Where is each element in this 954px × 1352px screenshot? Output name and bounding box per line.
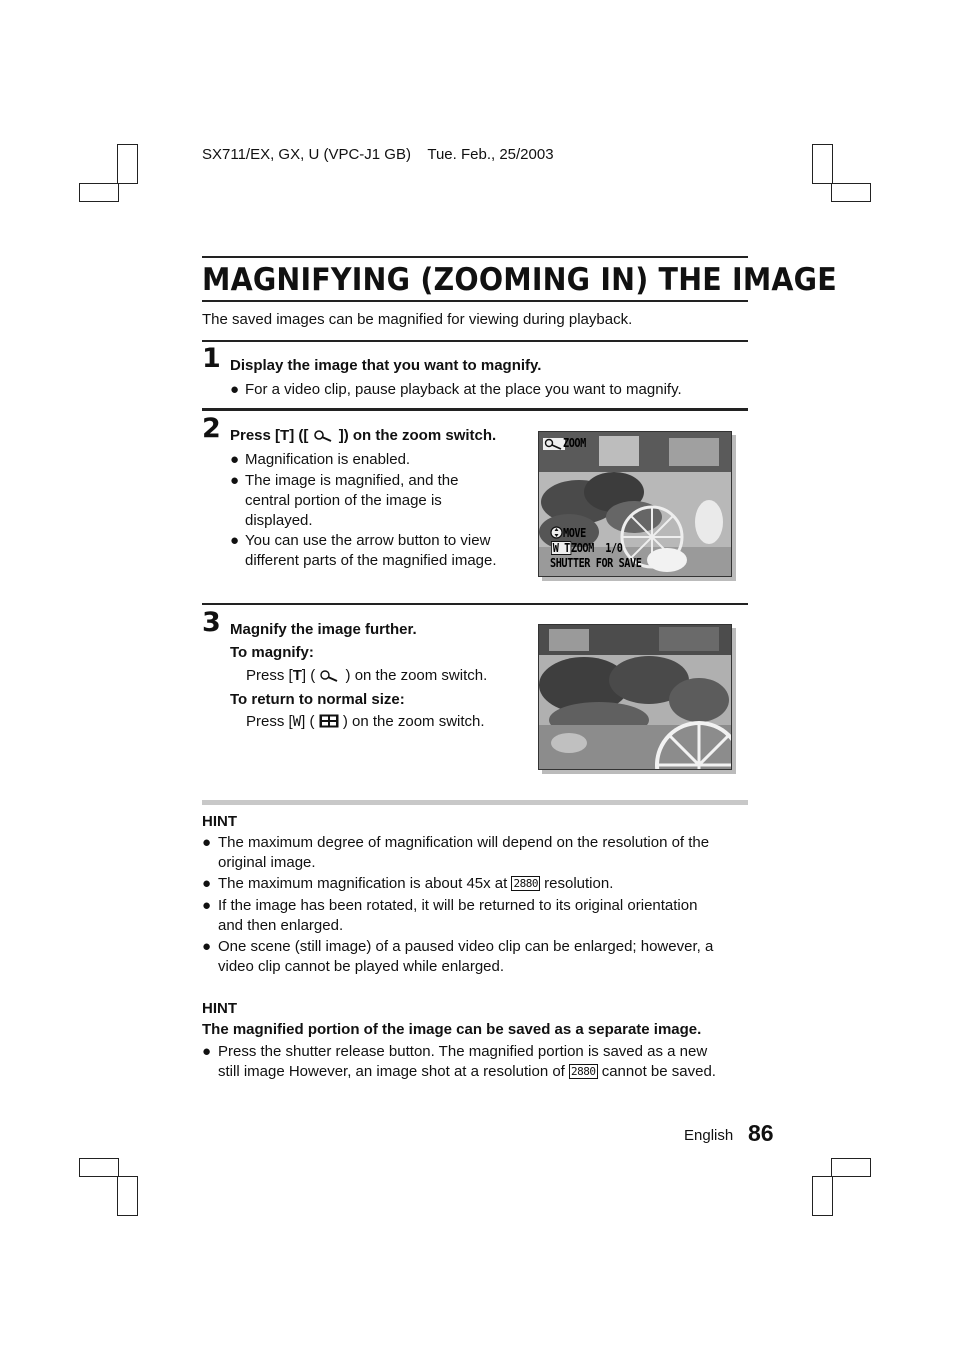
page-title: MAGNIFYING (ZOOMING IN) THE IMAGE bbox=[202, 262, 837, 298]
osd-shutter-for-save: SHUTTER FOR SAVE bbox=[550, 556, 642, 570]
magnify-icon bbox=[543, 438, 565, 450]
hint-2-subheading: The magnified portion of the image can be saved as a separate image. bbox=[202, 1021, 702, 1038]
step-1-bullet-text: For a video clip, pause playback at the place you want to magnify. bbox=[245, 381, 682, 398]
thumbnail-grid-icon bbox=[319, 714, 339, 728]
to-magnify-post: ) on the zoom switch. bbox=[345, 667, 488, 684]
title-rule-bottom bbox=[202, 300, 748, 302]
bullet-text-line1: If the image has been rotated, it will be returned to its original orientation bbox=[218, 897, 698, 914]
b1-l2-pre: still image However, an image shot at a resolution of bbox=[218, 1063, 565, 1080]
bullet-glyph: ● bbox=[230, 532, 240, 549]
to-return-pre: Press [ bbox=[246, 713, 293, 730]
to-return-mid: ] ( bbox=[301, 713, 315, 730]
resolution-2880-badge: 2880 bbox=[571, 1065, 596, 1078]
bullet-text-line2: different parts of the magnified image. bbox=[245, 552, 497, 569]
to-magnify-pre: Press [ bbox=[246, 667, 293, 684]
crop-mark-top-left-vertical bbox=[117, 144, 138, 184]
step-1-number: 1 bbox=[202, 343, 221, 374]
intro-text: The saved images can be magnified for viewing during playback. bbox=[202, 311, 633, 328]
step3-rule bbox=[202, 603, 748, 605]
bullet-glyph: ● bbox=[202, 834, 212, 851]
bullet-text-line1: The image is magnified, and the bbox=[245, 472, 459, 489]
bullet-glyph: ● bbox=[230, 451, 240, 468]
zoom-screen-photo bbox=[538, 431, 732, 577]
magnified-photo bbox=[538, 624, 732, 770]
bullet-text-line1: The maximum degree of magnification will depend on the resolution of the bbox=[218, 834, 710, 851]
bullet-text bbox=[218, 874, 748, 894]
arrow-pad-icon bbox=[550, 526, 563, 539]
bullet-glyph: ● bbox=[230, 472, 240, 489]
to-return-instruction bbox=[246, 713, 485, 730]
title-rule-top bbox=[202, 256, 748, 258]
hint-divider bbox=[202, 800, 748, 805]
bullet-glyph: ● bbox=[202, 938, 212, 955]
bullet-text-line1: Press the shutter release button. The magnified portion is saved as a new bbox=[218, 1043, 708, 1060]
crop-mark-bottom-right-horizontal bbox=[831, 1158, 871, 1177]
step-2-heading bbox=[230, 427, 496, 444]
bullet-glyph: ● bbox=[230, 381, 240, 398]
to-magnify-label: To magnify: bbox=[230, 644, 314, 661]
to-magnify-mid: ] ( bbox=[301, 667, 316, 684]
step-1-heading: Display the image that you want to magnify. bbox=[230, 357, 542, 374]
bullet-glyph: ● bbox=[202, 1043, 212, 1060]
step2-rule bbox=[202, 408, 748, 411]
bullet-text-line2: original image. bbox=[218, 854, 316, 871]
tele-key: T bbox=[292, 667, 302, 684]
crop-mark-top-right-vertical bbox=[812, 144, 833, 184]
osd-zoom-ratio: ZOOM 1/0 bbox=[571, 541, 623, 555]
magnify-icon bbox=[319, 670, 341, 682]
step-2-number: 2 bbox=[202, 413, 221, 444]
bullet-text-line2: central portion of the image is bbox=[245, 492, 442, 509]
flower-cart-closeup-photo bbox=[539, 625, 731, 769]
bullet-text-line1: You can use the arrow button to view bbox=[245, 532, 491, 549]
b2-post: resolution. bbox=[544, 875, 614, 892]
bullet-text-line2: video clip cannot be played while enlarged. bbox=[218, 958, 505, 975]
wide-key: W bbox=[292, 714, 302, 730]
b2-pre: The maximum magnification is about 45x at bbox=[218, 875, 508, 892]
crop-mark-bottom-right-vertical bbox=[812, 1176, 833, 1216]
osd-move-label: MOVE bbox=[563, 526, 586, 540]
step-3-heading: Magnify the image further. bbox=[230, 621, 417, 638]
resolution-2880-badge: 2880 bbox=[513, 877, 538, 890]
step1-rule bbox=[202, 340, 748, 342]
bullet-text-line3: displayed. bbox=[245, 512, 313, 529]
to-return-post: ) on the zoom switch. bbox=[342, 713, 485, 730]
to-magnify-instruction bbox=[246, 667, 487, 684]
hint-2-label: HINT bbox=[202, 1000, 237, 1017]
bullet-text-line2 bbox=[218, 1062, 748, 1082]
crop-mark-bottom-left-vertical bbox=[117, 1176, 138, 1216]
bullet-glyph: ● bbox=[202, 875, 212, 892]
crop-mark-top-left-horizontal bbox=[79, 183, 119, 202]
hint-1-label: HINT bbox=[202, 813, 237, 830]
crop-mark-top-right-horizontal bbox=[831, 183, 871, 202]
osd-zoom-label: ZOOM bbox=[563, 436, 586, 450]
b1-l2-post: cannot be saved. bbox=[601, 1063, 716, 1080]
step-3-number: 3 bbox=[202, 607, 221, 638]
osd-wt-label: W T bbox=[552, 541, 570, 555]
page-number: 86 bbox=[748, 1120, 774, 1146]
step-2-heading-post: ]) on the zoom switch. bbox=[338, 427, 497, 444]
bullet-glyph: ● bbox=[202, 897, 212, 914]
bullet-text-line1: One scene (still image) of a paused video clip can be enlarged; however, a bbox=[218, 938, 714, 955]
bullet-text-line2: and then enlarged. bbox=[218, 917, 344, 934]
bullet-text: Magnification is enabled. bbox=[245, 451, 411, 468]
step-2-heading-pre: Press [T] ([ bbox=[230, 427, 309, 444]
print-header: SX711/EX, GX, U (VPC-J1 GB) Tue. Feb., 25/2003 bbox=[202, 146, 554, 163]
crop-mark-bottom-left-horizontal bbox=[79, 1158, 119, 1177]
magnify-icon bbox=[313, 430, 335, 442]
to-return-label: To return to normal size: bbox=[230, 691, 405, 708]
footer-language: English bbox=[684, 1127, 734, 1144]
